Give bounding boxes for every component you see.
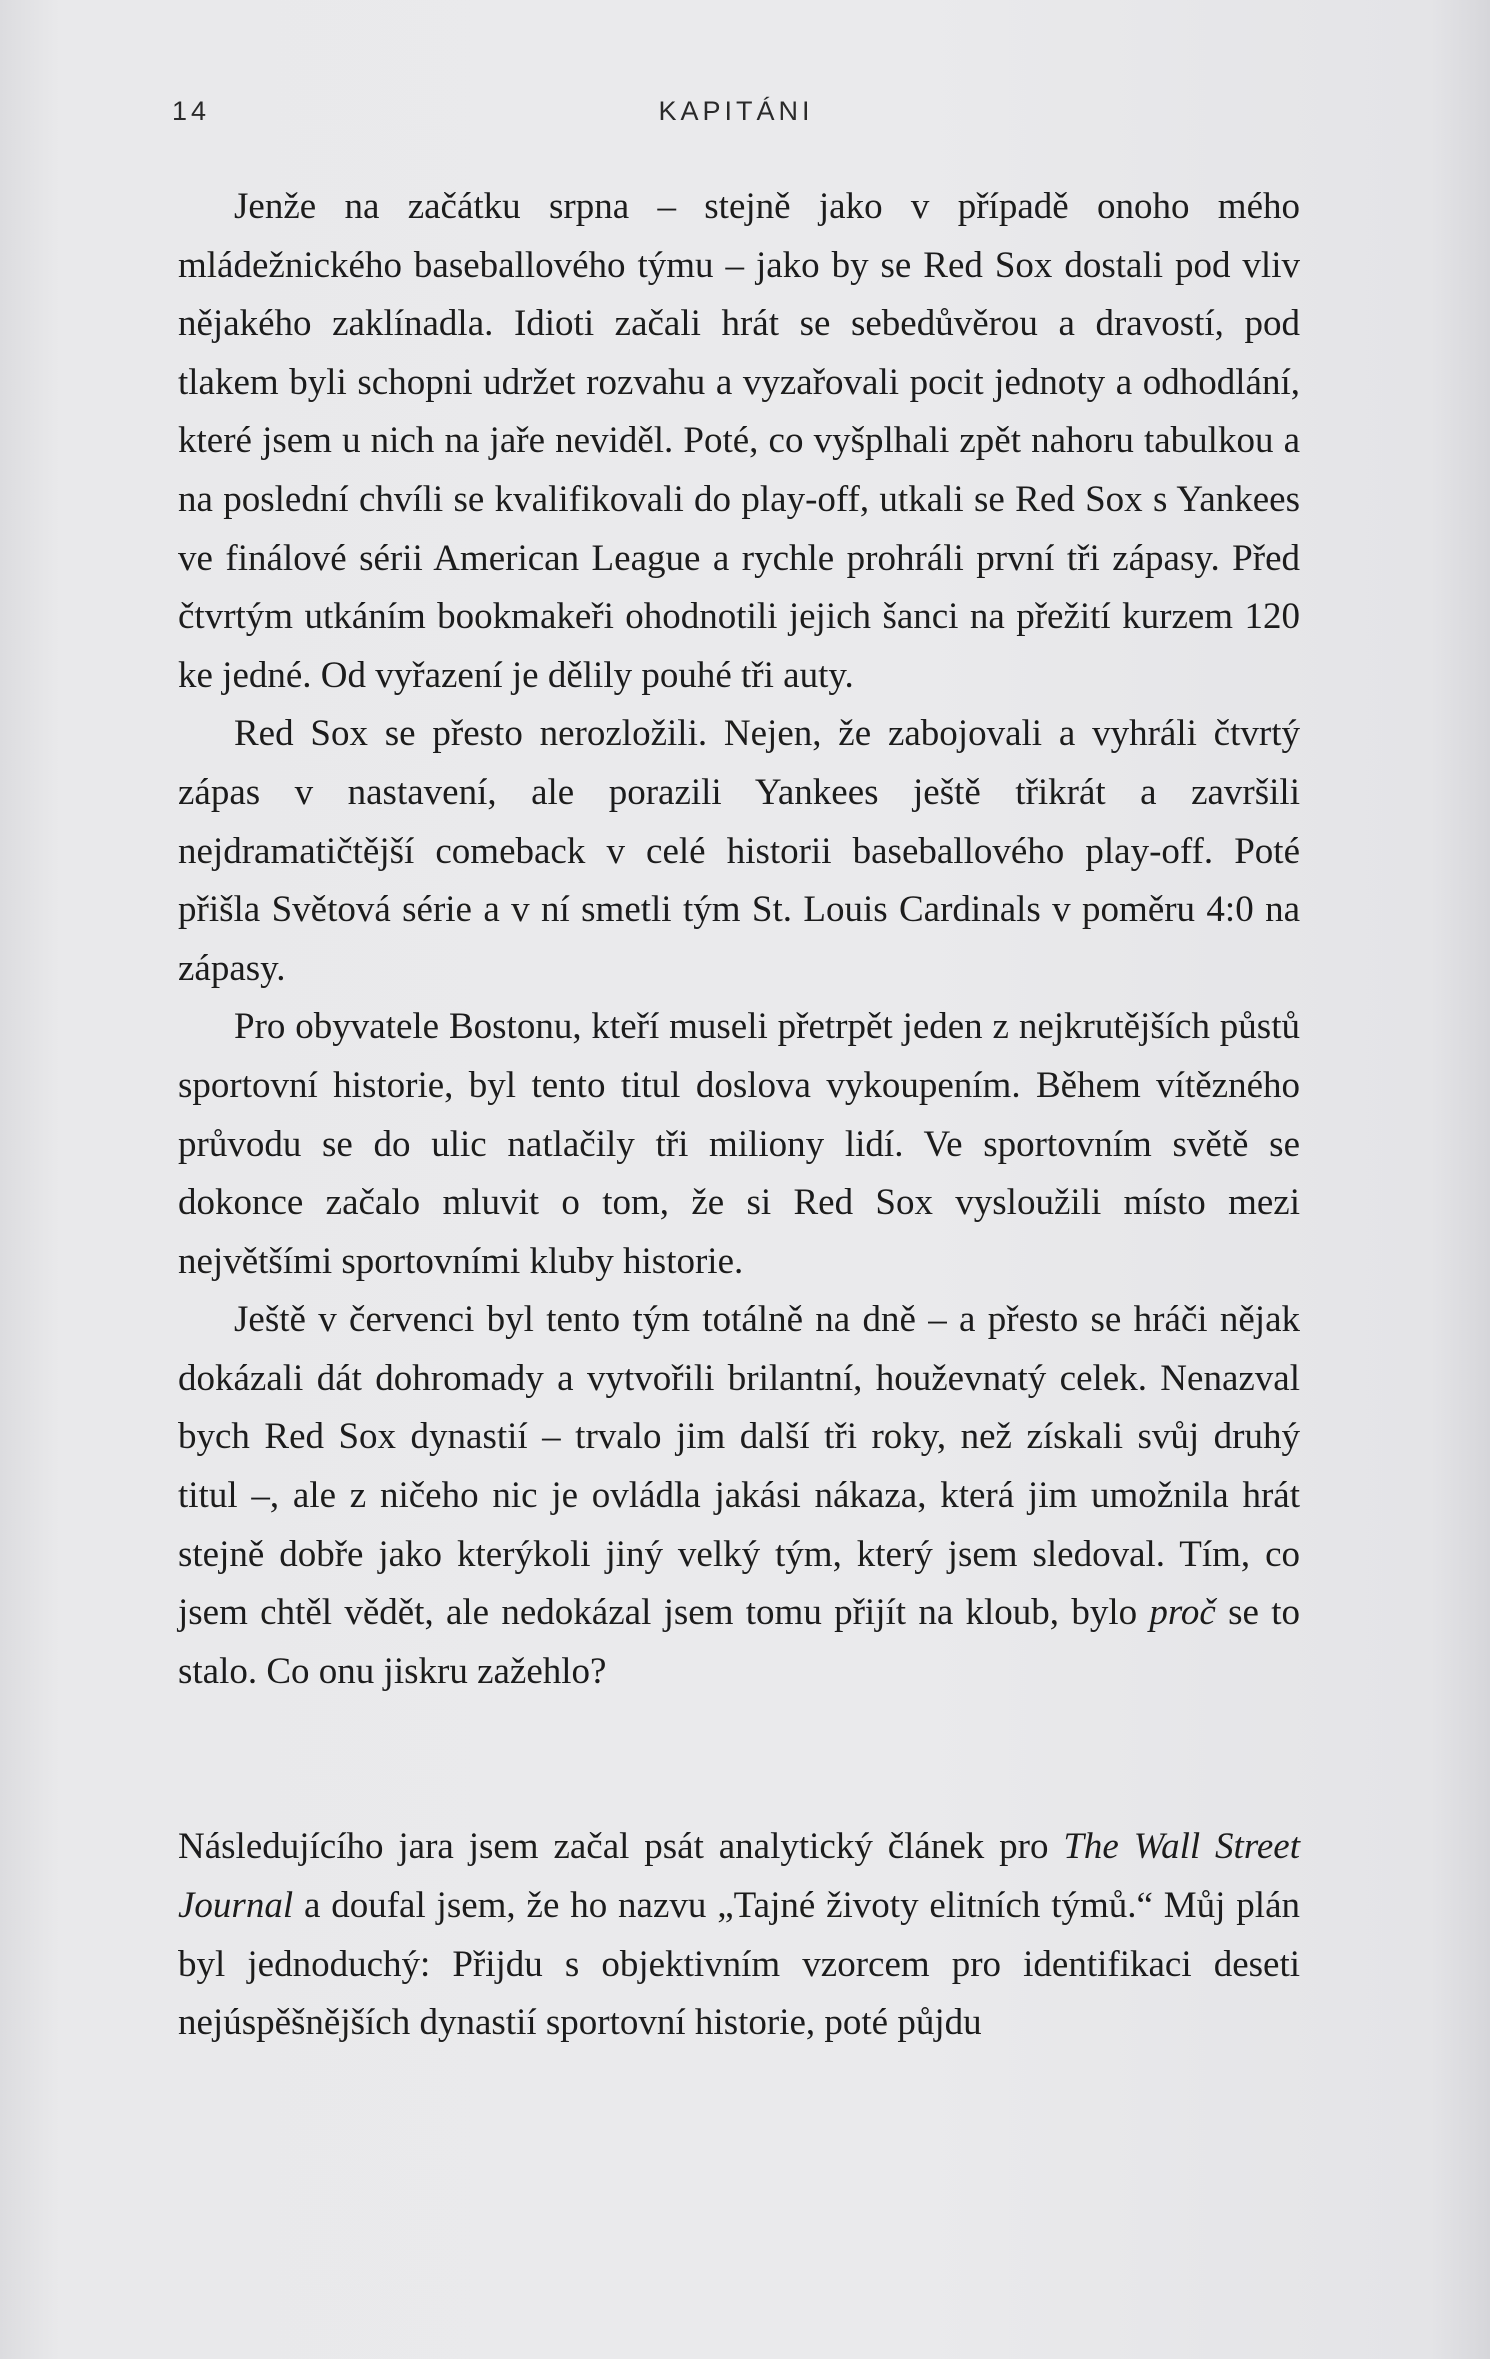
body-text [178, 178, 1300, 2053]
running-head: KAPITÁNI [658, 96, 814, 126]
paragraph-4-text-after: se to stalo. Co onu jiskru zažehlo? [178, 1592, 1300, 1692]
page-number: 14 [172, 96, 211, 126]
page-header [172, 96, 1300, 136]
paragraph-4-emphasis: proč [1149, 1592, 1216, 1634]
section-break [178, 1701, 1300, 1818]
paragraph-5-text-before: Následujícího jara jsem začal psát analytický článek pro [178, 1826, 1064, 1868]
paragraph-2: Red Sox se přesto nerozložili. Nejen, že zabojovali a vyhráli čtvrtý zápas v nastavení, ale porazili Yankees ještě třikrát a završili nejdramatičtější comeback v celé historii baseballového play-off. Poté přišla Světová série a v ní smetli tým St. Louis Cardinals v poměru 4:0 na zápasy. [178, 713, 1300, 989]
paragraph-5-emphasis: The Wall Street Journal [178, 1826, 1300, 1927]
paragraph-4 [178, 1291, 1300, 1701]
paragraph-5-text-after: a doufal jsem, že ho nazvu „Tajné životy elitních týmů.“ Můj plán byl jednoduchý: Přijdu s objektivním vzorcem pro identifikaci deseti nejúspěšnějších dynastií sportovní historie, poté půjdu [178, 1885, 1300, 2044]
paragraph-5 [178, 1818, 1300, 2052]
paragraph-1: Jenže na začátku srpna – stejně jako v případě onoho mého mládežnického baseballového týmu – jako by se Red Sox dostali pod vliv nějakého zaklínadla. Idioti začali hrát se sebedůvěrou a dravostí, pod tlakem byli schopni udržet rozvahu a vyzařovali pocit jednoty a odhodlání, které jsem u nich na jaře neviděl. Poté, co vyšplhali zpět nahoru tabulkou a na poslední chvíli se kvalifikovali do play-off, utkali se Red Sox s Yankees ve finálové sérii American League a rychle prohráli první tři zápasy. Před čtvrtým utkáním bookmakeři ohodnotili jejich šanci na přežití kurzem 120 ke jedné. Od vyřazení je dělily pouhé tři auty. [178, 186, 1300, 696]
paragraph-3: Pro obyvatele Bostonu, kteří museli přetrpět jeden z nejkrutějších půstů sportovní historie, byl tento titul doslova vykoupením. Během vítězného průvodu se do ulic natlačily tři miliony lidí. Ve sportovním světě se dokonce začalo mluvit o tom, že si Red Sox vysloužili místo mezi největšími sportovními kluby historie. [178, 1006, 1300, 1282]
paragraph-4-text-before: Ještě v červenci byl tento tým totálně na dně – a přesto se hráči nějak dokázali dát dohromady a vytvořili brilantní, houževnatý celek. Nenazval bych Red Sox dynastií – trvalo jim další tři roky, než získali svůj druhý titul –, ale z ničeho nic je ovládla jakási nákaza, která jim umožnila hrát stejně dobře jako kterýkoli jiný velký tým, který jsem sledoval. Tím, co jsem chtěl vědět, ale nedokázal jsem tomu přijít na kloub, bylo [178, 1299, 1300, 1634]
